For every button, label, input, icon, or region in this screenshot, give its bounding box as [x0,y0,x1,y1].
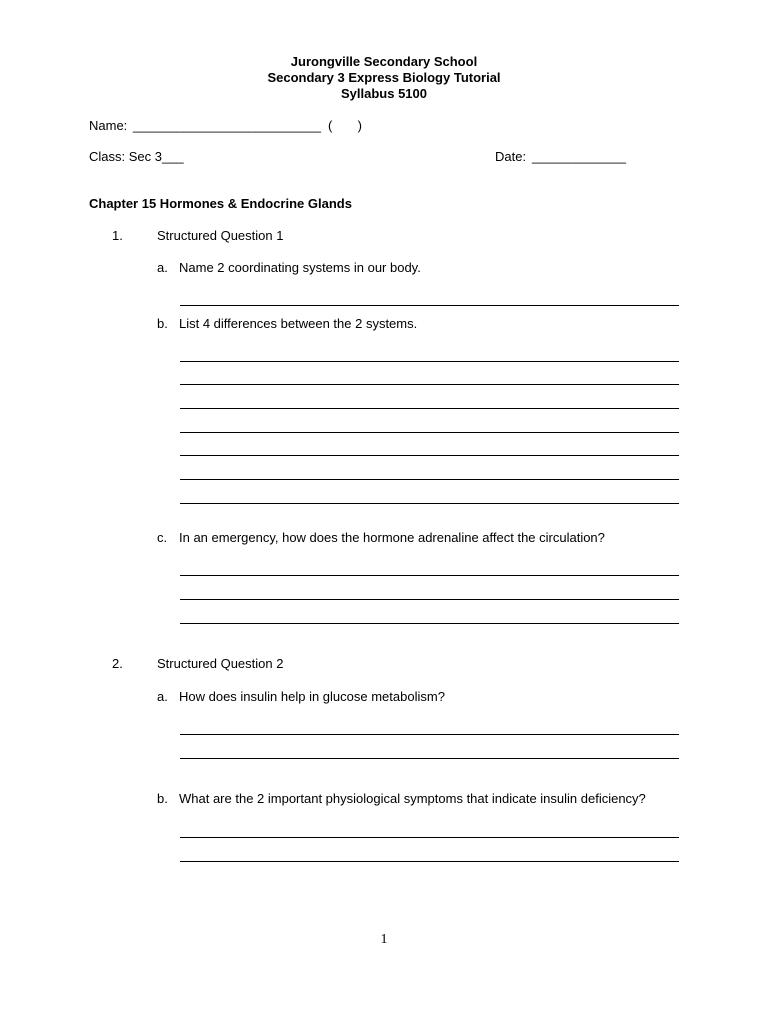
question-number: 2. [112,656,123,671]
syllabus-code: Syllabus 5100 [341,86,427,101]
part-text: How does insulin help in glucose metabolism? [179,689,445,704]
part-letter: a. [157,689,168,704]
answer-line[interactable] [180,361,679,362]
course-title: Secondary 3 Express Biology Tutorial [267,70,501,85]
class-label: Class: Sec 3___ [89,149,184,164]
date-blank[interactable]: _____________ [532,149,626,164]
answer-line[interactable] [180,479,679,480]
answer-line[interactable] [180,861,679,862]
name-label: Name: [89,118,128,133]
question-title: Structured Question 1 [157,228,284,243]
answer-line[interactable] [180,455,679,456]
answer-line[interactable] [180,599,679,600]
chapter-title: Chapter 15 Hormones & Endocrine Glands [89,196,352,211]
answer-line[interactable] [180,575,679,576]
question-title: Structured Question 2 [157,656,284,671]
part-text: Name 2 coordinating systems in our body. [179,260,421,275]
question-number: 1. [112,228,123,243]
part-text: List 4 differences between the 2 systems. [179,316,418,331]
name-blank[interactable]: __________________________ [133,118,321,133]
date-label: Date: [495,149,527,164]
answer-line[interactable] [180,623,679,624]
part-letter: a. [157,260,168,275]
part-letter: c. [157,530,168,545]
page-number: 1 [380,932,388,947]
answer-line[interactable] [180,408,679,409]
part-text: What are the 2 important physiological symptoms that indicate insulin deficiency? [179,791,646,806]
answer-line[interactable] [180,734,679,735]
answer-line[interactable] [180,305,679,306]
part-letter: b. [157,316,168,331]
document-header [0,54,768,102]
school-name: Jurongville Secondary School [290,54,478,69]
register-number-blank[interactable]: ( ) [328,118,362,133]
answer-line[interactable] [180,432,679,433]
answer-line[interactable] [180,503,679,504]
answer-line[interactable] [180,758,679,759]
answer-line[interactable] [180,837,679,838]
part-letter: b. [157,791,168,806]
answer-line[interactable] [180,384,679,385]
part-text: In an emergency, how does the hormone adrenaline affect the circulation? [179,530,605,545]
